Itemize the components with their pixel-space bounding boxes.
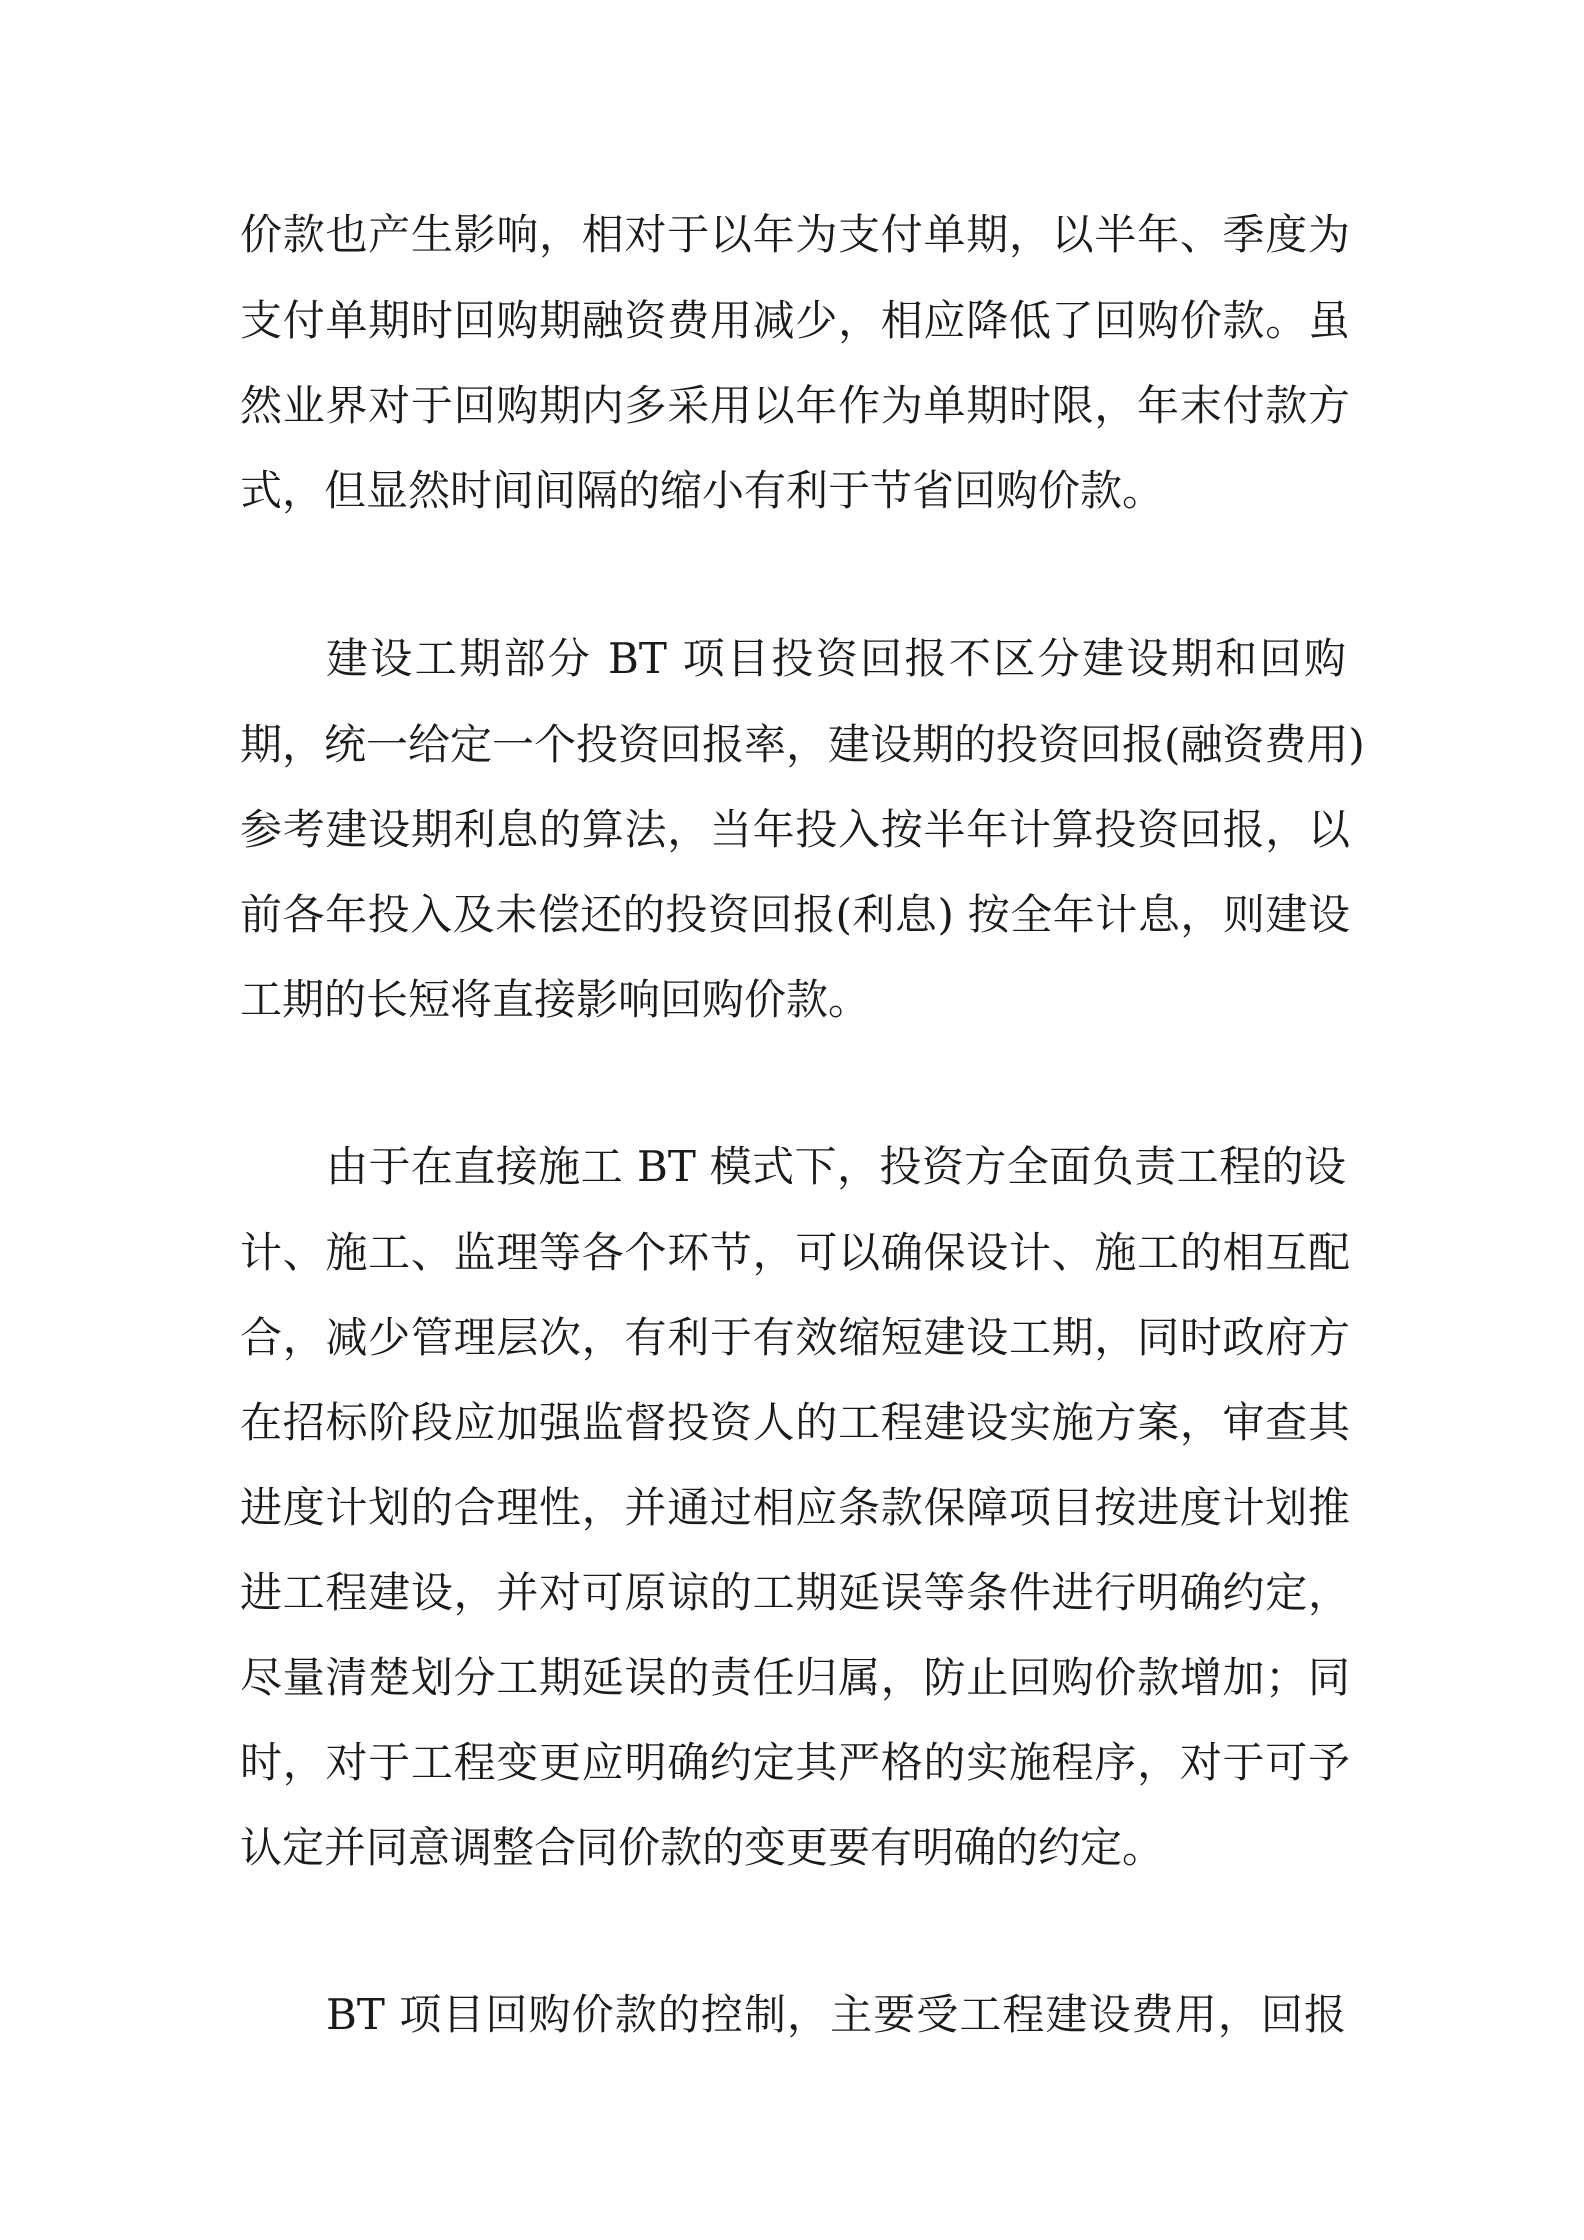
text-line: 价款也产生影响，相对于以年为支付单期，以半年、季度为 (240, 210, 1350, 259)
text-line: 时，对于工程变更应明确约定其严格的实施程序，对于可予 (240, 1738, 1350, 1787)
text-line: 由于在直接施工 BT 模式下，投资方全面负责工程的设 (326, 1142, 1346, 1191)
text-line: 建设工期部分 BT 项目投资回报不区分建设期和回购 (326, 634, 1346, 683)
text-line: 然业界对于回购期内多采用以年作为单期时限，年末付款方 (240, 381, 1350, 430)
text-line: 尽量清楚划分工期延误的责任归属，防止回购价款增加；同 (240, 1653, 1350, 1702)
text-line: 认定并同意调整合同价款的变更要有明确的约定。 (240, 1823, 1165, 1872)
text-line: 期，统一给定一个投资回报率，建设期的投资回报(融资费用) (240, 720, 1365, 769)
text-line: 在招标阶段应加强监督投资人的工程建设实施方案，审查其 (240, 1398, 1350, 1447)
text-line: 合，减少管理层次，有利于有效缩短建设工期，同时政府方 (240, 1313, 1350, 1362)
text-line: 支付单期时回购期融资费用减少，相应降低了回购价款。虽 (240, 296, 1350, 345)
text-line: 式，但显然时间间隔的缩小有利于节省回购价款。 (240, 466, 1165, 515)
text-line: 参考建设期利息的算法，当年投入按半年计算投资回报，以 (240, 805, 1350, 854)
text-line: BT 项目回购价款的控制，主要受工程建设费用，回报 (326, 1990, 1346, 2039)
text-line: 工期的长短将直接影响回购价款。 (240, 975, 871, 1024)
text-line: 进度计划的合理性，并通过相应条款保障项目按进度计划推 (240, 1483, 1350, 1532)
text-line: 前各年投入及未偿还的投资回报(利息) 按全年计息，则建设 (240, 890, 1350, 939)
text-line: 计、施工、监理等各个环节，可以确保设计、施工的相互配 (240, 1228, 1350, 1277)
text-line: 进工程建设，并对可原谅的工期延误等条件进行明确约定， (240, 1568, 1350, 1617)
